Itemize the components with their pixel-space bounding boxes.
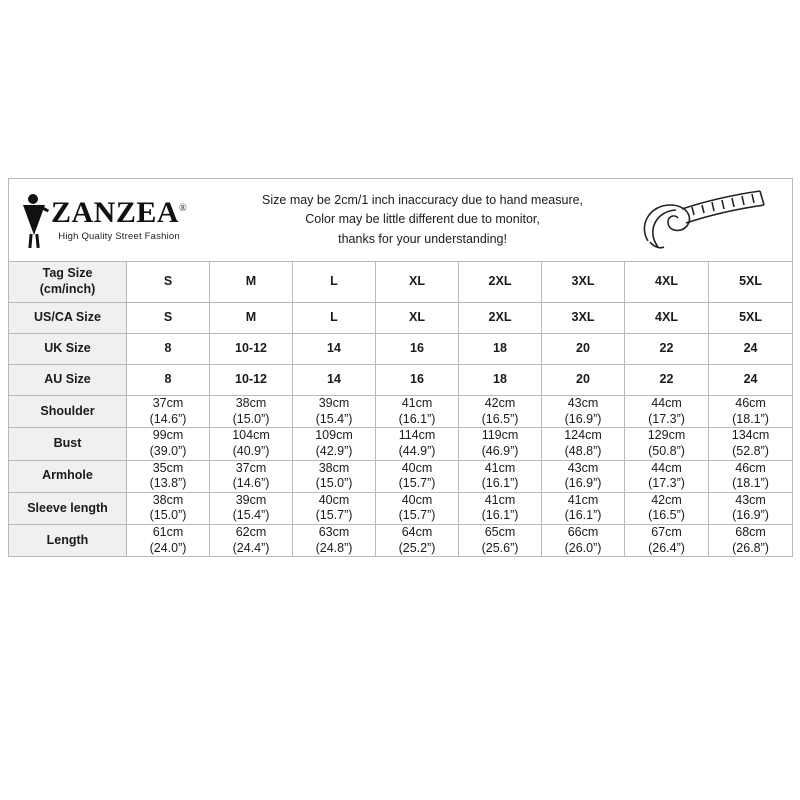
row-header-us-ca-size: US/CA Size	[9, 303, 127, 334]
cell-uk-2: 10-12	[210, 334, 293, 365]
notice-line-1: Size may be 2cm/1 inch inaccuracy due to hand measure,	[262, 192, 584, 207]
cell-length-5: 65cm (25.6”)	[459, 525, 542, 557]
cell-armhole-8: 46cm (18.1”)	[709, 460, 793, 492]
brand-name	[51, 195, 188, 229]
cell-shoulder-7: 44cm (17.3”)	[625, 396, 709, 428]
cell-au-7: 22	[625, 365, 709, 396]
cell-armhole-7: 44cm (17.3”)	[625, 460, 709, 492]
row-header-bust: Bust	[9, 428, 127, 460]
table-row-us-ca-size	[9, 303, 793, 334]
cell-shoulder-3: 39cm (15.4”)	[293, 396, 376, 428]
cell-au-5: 18	[459, 365, 542, 396]
cell-usca-2: M	[210, 303, 293, 334]
table-row-uk-size	[9, 334, 793, 365]
cell-tag-size-l: L	[293, 262, 376, 303]
cell-au-3: 14	[293, 365, 376, 396]
cell-armhole-5: 41cm (16.1”)	[459, 460, 542, 492]
chart-header-row	[9, 179, 793, 262]
cell-bust-8: 134cm (52.8”)	[709, 428, 793, 460]
table-row-tag-size	[9, 262, 793, 303]
cell-usca-4: XL	[376, 303, 459, 334]
cell-bust-5: 119cm (46.9”)	[459, 428, 542, 460]
woman-figure-icon	[19, 192, 49, 248]
cell-armhole-2: 37cm (14.6”)	[210, 460, 293, 492]
cell-au-6: 20	[542, 365, 625, 396]
cell-au-2: 10-12	[210, 365, 293, 396]
brand-logo	[15, 192, 209, 248]
brand-notice-banner	[9, 179, 793, 262]
table-row-length	[9, 525, 793, 557]
cell-uk-1: 8	[127, 334, 210, 365]
cell-armhole-4: 40cm (15.7”)	[376, 460, 459, 492]
cell-tag-size-m: M	[210, 262, 293, 303]
cell-sleeve-3: 40cm (15.7”)	[293, 492, 376, 524]
cell-shoulder-5: 42cm (16.5”)	[459, 396, 542, 428]
cell-sleeve-4: 40cm (15.7”)	[376, 492, 459, 524]
row-header-tag-size: Tag Size (cm/inch)	[9, 262, 127, 303]
cell-bust-1: 99cm (39.0”)	[127, 428, 210, 460]
cell-uk-4: 16	[376, 334, 459, 365]
cell-au-4: 16	[376, 365, 459, 396]
cell-tag-size-xl: XL	[376, 262, 459, 303]
cell-usca-7: 4XL	[625, 303, 709, 334]
cell-shoulder-6: 43cm (16.9”)	[542, 396, 625, 428]
cell-bust-6: 124cm (48.8”)	[542, 428, 625, 460]
row-header-length: Length	[9, 525, 127, 557]
cell-sleeve-2: 39cm (15.4”)	[210, 492, 293, 524]
cell-uk-5: 18	[459, 334, 542, 365]
cell-uk-3: 14	[293, 334, 376, 365]
table-row-shoulder	[9, 396, 793, 428]
cell-shoulder-2: 38cm (15.0”)	[210, 396, 293, 428]
measuring-tape-icon	[636, 185, 786, 255]
cell-sleeve-1: 38cm (15.0”)	[127, 492, 210, 524]
cell-length-4: 64cm (25.2”)	[376, 525, 459, 557]
cell-usca-8: 5XL	[709, 303, 793, 334]
row-header-au-size: AU Size	[9, 365, 127, 396]
cell-length-7: 67cm (26.4”)	[625, 525, 709, 557]
cell-sleeve-8: 43cm (16.9”)	[709, 492, 793, 524]
cell-usca-5: 2XL	[459, 303, 542, 334]
cell-length-1: 61cm (24.0”)	[127, 525, 210, 557]
cell-sleeve-6: 41cm (16.1”)	[542, 492, 625, 524]
cell-usca-6: 3XL	[542, 303, 625, 334]
cell-length-8: 68cm (26.8”)	[709, 525, 793, 557]
cell-uk-7: 22	[625, 334, 709, 365]
cell-shoulder-4: 41cm (16.1”)	[376, 396, 459, 428]
row-header-shoulder: Shoulder	[9, 396, 127, 428]
cell-bust-2: 104cm (40.9”)	[210, 428, 293, 460]
cell-length-3: 63cm (24.8”)	[293, 525, 376, 557]
cell-sleeve-5: 41cm (16.1”)	[459, 492, 542, 524]
measurement-notice	[209, 191, 636, 249]
table-row-sleeve-length	[9, 492, 793, 524]
size-chart-container	[8, 178, 792, 557]
cell-length-6: 66cm (26.0”)	[542, 525, 625, 557]
cell-uk-8: 24	[709, 334, 793, 365]
brand-name-text: ZANZEA	[51, 195, 180, 229]
size-chart-table	[8, 178, 793, 557]
cell-shoulder-8: 46cm (18.1”)	[709, 396, 793, 428]
cell-armhole-1: 35cm (13.8”)	[127, 460, 210, 492]
cell-armhole-3: 38cm (15.0”)	[293, 460, 376, 492]
cell-tag-size-5xl: 5XL	[709, 262, 793, 303]
row-header-uk-size: UK Size	[9, 334, 127, 365]
cell-sleeve-7: 42cm (16.5”)	[625, 492, 709, 524]
table-row-bust	[9, 428, 793, 460]
cell-bust-3: 109cm (42.9”)	[293, 428, 376, 460]
brand-tagline: High Quality Street Fashion	[58, 230, 180, 242]
cell-armhole-6: 43cm (16.9”)	[542, 460, 625, 492]
cell-uk-6: 20	[542, 334, 625, 365]
cell-length-2: 62cm (24.4”)	[210, 525, 293, 557]
cell-au-8: 24	[709, 365, 793, 396]
cell-usca-3: L	[293, 303, 376, 334]
row-header-sleeve-length: Sleeve length	[9, 492, 127, 524]
table-row-au-size	[9, 365, 793, 396]
row-header-armhole: Armhole	[9, 460, 127, 492]
registered-mark: ®	[179, 202, 188, 214]
cell-tag-size-s: S	[127, 262, 210, 303]
cell-usca-1: S	[127, 303, 210, 334]
cell-tag-size-3xl: 3XL	[542, 262, 625, 303]
table-row-armhole	[9, 460, 793, 492]
cell-bust-4: 114cm (44.9”)	[376, 428, 459, 460]
cell-shoulder-1: 37cm (14.6”)	[127, 396, 210, 428]
cell-tag-size-2xl: 2XL	[459, 262, 542, 303]
notice-line-2: Color may be little different due to monitor,	[305, 212, 540, 227]
cell-tag-size-4xl: 4XL	[625, 262, 709, 303]
cell-bust-7: 129cm (50.8”)	[625, 428, 709, 460]
notice-line-3: thanks for your understanding!	[338, 231, 507, 246]
cell-au-1: 8	[127, 365, 210, 396]
